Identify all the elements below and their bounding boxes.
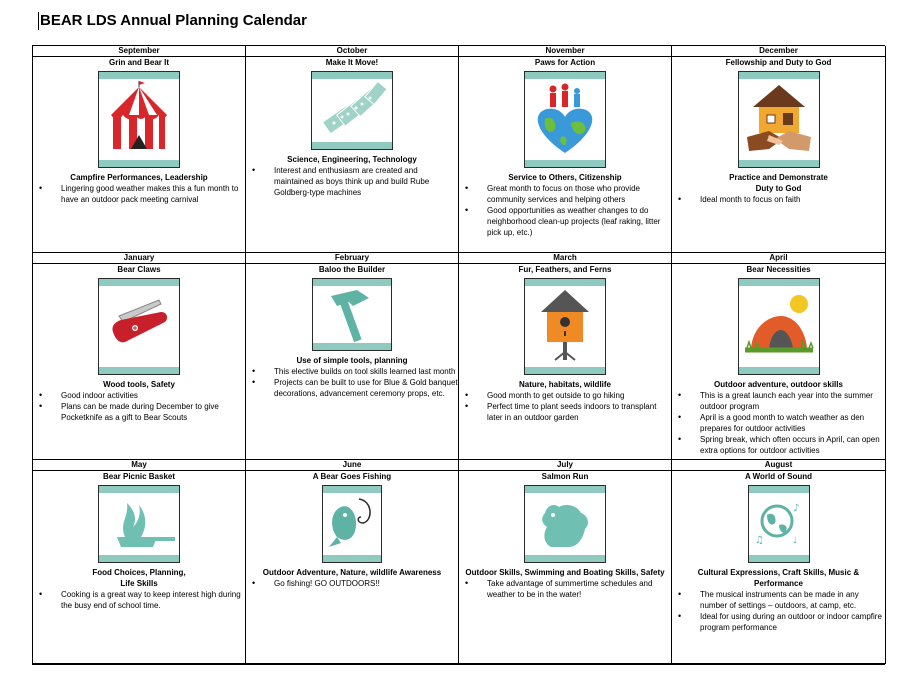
month-cell-february bbox=[246, 264, 459, 460]
month-row bbox=[33, 57, 885, 253]
skills-label: Wood tools, Safety bbox=[103, 380, 175, 389]
calendar-grid bbox=[32, 45, 885, 665]
notes-list bbox=[33, 589, 245, 611]
month-cell-april bbox=[672, 264, 886, 460]
month-cell-october bbox=[246, 57, 459, 253]
month-cell-december bbox=[672, 57, 886, 253]
skills-label: Outdoor Adventure, Nature, wildlife Awareness bbox=[262, 568, 442, 577]
skills-label: Campfire Performances, Leadership bbox=[70, 173, 208, 182]
note-item: • Projects can be built to use for Blue & Gold banquet decorations, advancement ceremony props, etc. bbox=[274, 377, 458, 399]
note-item: • Take advantage of summertime schedules and weather to be in the water! bbox=[487, 578, 671, 600]
note-item: • Plans can be made during December to give Pocketknife as a gift to Bear Scouts bbox=[61, 401, 245, 423]
theme-title: A World of Sound bbox=[744, 472, 813, 481]
birdhouse-icon bbox=[524, 278, 606, 375]
cooking-pan-icon bbox=[98, 485, 180, 563]
note-item: • Good month to get outside to go hiking bbox=[487, 390, 671, 401]
theme-title: Bear Claws bbox=[117, 265, 161, 274]
note-item: • Spring break, which often occurs in April, can open extra options for outdoor activities bbox=[700, 434, 885, 456]
month-cell-may bbox=[33, 471, 246, 664]
notes-list bbox=[246, 366, 458, 399]
note-item: • The musical instruments can be made in any number of settings – outdoors, at camp, etc. bbox=[700, 589, 885, 611]
theme-title: A Bear Goes Fishing bbox=[312, 472, 392, 481]
month-header: November bbox=[459, 46, 672, 57]
month-cell-july bbox=[459, 471, 672, 664]
theme-title: Salmon Run bbox=[541, 472, 589, 481]
month-header: June bbox=[246, 460, 459, 471]
hammer-icon bbox=[312, 278, 392, 351]
note-item: • Ideal for using during an outdoor or indoor campfire program performance bbox=[700, 611, 885, 633]
notes-list bbox=[459, 390, 671, 423]
handshake-house-icon bbox=[738, 71, 820, 168]
dominoes-icon bbox=[311, 71, 393, 150]
fish-hook-icon bbox=[322, 485, 382, 563]
month-row bbox=[33, 264, 885, 460]
theme-title: Make It Move! bbox=[325, 58, 379, 67]
month-header: December bbox=[672, 46, 886, 57]
svg-text:♩: ♩ bbox=[792, 536, 797, 546]
month-header-row bbox=[33, 46, 885, 57]
skills-label: Outdoor Skills, Swimming and Boating Skills, Safety bbox=[465, 568, 665, 577]
skills-label: Food Choices, Planning, Life Skills bbox=[92, 568, 186, 588]
note-item: • Lingering good weather makes this a fun month to have an outdoor pack meeting carnival bbox=[61, 183, 245, 205]
month-header-row bbox=[33, 253, 885, 264]
people-earth-heart-icon bbox=[524, 71, 606, 168]
month-cell-june bbox=[246, 471, 459, 664]
note-item: • Go fishing! GO OUTDOORS!! bbox=[274, 578, 458, 589]
theme-title: Bear Picnic Basket bbox=[102, 472, 176, 481]
skills-label: Cultural Expressions, Craft Skills, Music & Performance bbox=[697, 568, 860, 588]
month-cell-january bbox=[33, 264, 246, 460]
skills-label: Service to Others, Citizenship bbox=[508, 173, 622, 182]
globe-music-icon bbox=[748, 485, 810, 563]
month-cell-september bbox=[33, 57, 246, 253]
month-header: July bbox=[459, 460, 672, 471]
pocketknife-icon bbox=[98, 278, 180, 375]
note-item: • Interest and enthusiasm are created and maintained as boys think up and build Rube Goldberg-type machines bbox=[274, 165, 458, 198]
circus-tent-icon bbox=[98, 71, 180, 168]
theme-title: Baloo the Builder bbox=[318, 265, 386, 274]
theme-title: Fur, Feathers, and Ferns bbox=[518, 265, 612, 274]
month-row bbox=[33, 471, 885, 664]
notes-list bbox=[672, 194, 885, 205]
month-header-row bbox=[33, 460, 885, 471]
notes-list bbox=[33, 183, 245, 205]
notes-list bbox=[246, 578, 458, 589]
skills-label: Use of simple tools, planning bbox=[296, 356, 408, 365]
notes-list bbox=[672, 589, 885, 633]
month-cell-november bbox=[459, 57, 672, 253]
tent-icon bbox=[738, 278, 820, 375]
note-item: • Good indoor activities bbox=[61, 390, 245, 401]
month-header: March bbox=[459, 253, 672, 264]
theme-title: Bear Necessities bbox=[746, 265, 811, 274]
skills-label: Practice and Demonstrate Duty to God bbox=[729, 173, 828, 193]
note-item: • This elective builds on tool skills learned last month bbox=[274, 366, 458, 377]
skills-label: Outdoor adventure, outdoor skills bbox=[714, 380, 843, 389]
month-header: August bbox=[672, 460, 886, 471]
svg-text:♪: ♪ bbox=[792, 503, 799, 514]
note-item: • Perfect time to plant seeds indoors to transplant later in an outdoor garden bbox=[487, 401, 671, 423]
page-title: BEAR LDS Annual Planning Calendar bbox=[40, 12, 307, 29]
note-item: • Ideal month to focus on faith bbox=[700, 194, 885, 205]
theme-title: Fellowship and Duty to God bbox=[725, 58, 832, 67]
skills-label: Science, Engineering, Technology bbox=[287, 155, 417, 164]
note-item: • This is a great launch each year into the summer outdoor program bbox=[700, 390, 885, 412]
note-item: • Good opportunities as weather changes to do neighborhood clean-up projects (leaf raking, litter pick up, etc.) bbox=[487, 205, 671, 238]
notes-list bbox=[33, 390, 245, 423]
month-header: February bbox=[246, 253, 459, 264]
note-item: • Great month to focus on those who provide community services and helping others bbox=[487, 183, 671, 205]
month-header: April bbox=[672, 253, 886, 264]
notes-list bbox=[672, 390, 885, 456]
theme-title: Paws for Action bbox=[534, 58, 596, 67]
note-item: • April is a good month to watch weather as den prepares for outdoor activities bbox=[700, 412, 885, 434]
month-cell-march bbox=[459, 264, 672, 460]
month-cell-august bbox=[672, 471, 886, 664]
bear-icon bbox=[524, 485, 606, 563]
svg-text:♫: ♫ bbox=[754, 535, 764, 546]
theme-title: Grin and Bear It bbox=[108, 58, 169, 67]
month-header: September bbox=[33, 46, 246, 57]
notes-list bbox=[246, 165, 458, 198]
skills-label: Nature, habitats, wildlife bbox=[518, 380, 611, 389]
month-header: May bbox=[33, 460, 246, 471]
month-header: October bbox=[246, 46, 459, 57]
notes-list bbox=[459, 578, 671, 600]
month-header: January bbox=[33, 253, 246, 264]
notes-list bbox=[459, 183, 671, 238]
note-item: • Cooking is a great way to keep interest high during the busy end of school time. bbox=[61, 589, 245, 611]
